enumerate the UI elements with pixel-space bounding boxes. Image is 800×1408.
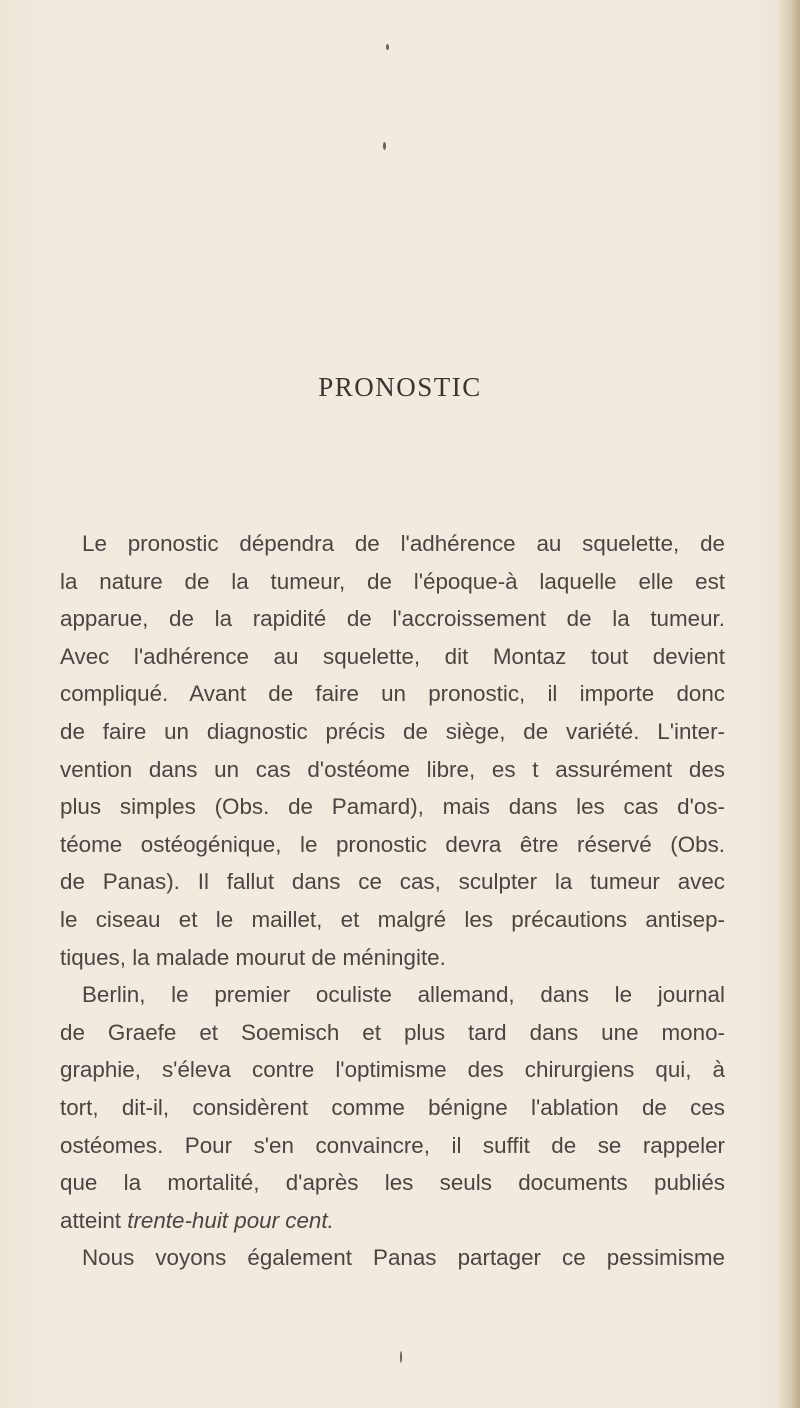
text-line: tiques, la malade mourut de méningite. <box>60 944 446 970</box>
text-line: de Graefe et Soemisch et plus tard dans une mono- <box>60 1019 725 1045</box>
book-spine-shadow <box>778 0 800 1408</box>
text-line: Le pronostic dépendra de l'adhérence au squelette, de <box>82 531 725 556</box>
body-text <box>60 525 725 1277</box>
text-line: le ciseau et le maillet, et malgré les précautions antisep- <box>60 906 725 932</box>
text-line: graphie, s'éleva contre l'optimisme des chirurgiens qui, à <box>60 1057 725 1083</box>
ink-speck <box>386 44 389 50</box>
text-line: la nature de la tumeur, de l'époque-à laquelle elle est <box>60 568 725 594</box>
text-line: plus simples (Obs. de Pamard), mais dans les cas d'os- <box>60 794 725 820</box>
ink-speck <box>383 142 386 150</box>
ink-speck <box>400 1351 402 1363</box>
text-line: Avec l'adhérence au squelette, dit Montaz tout devient <box>60 643 725 669</box>
text-line: vention dans un cas d'ostéome libre, es t assurément des <box>60 756 725 782</box>
text-line: de faire un diagnostic précis de siège, de variété. L'inter- <box>60 718 725 744</box>
text-line-prefix: atteint <box>60 1207 128 1233</box>
text-line: apparue, de la rapidité de l'accroissement de la tumeur. <box>60 606 725 632</box>
page-title: PRONOSTIC <box>318 372 482 402</box>
text-line <box>60 1202 725 1240</box>
text-line: compliqué. Avant de faire un pronostic, il importe donc <box>60 681 725 707</box>
text-line: Berlin, le premier oculiste allemand, dans le journal <box>82 982 725 1008</box>
text-line: ostéomes. Pour s'en convaincre, il suffit de se rappeler <box>60 1132 725 1158</box>
text-line: tort, dit-il, considèrent comme bénigne l'ablation de ces <box>60 1094 725 1120</box>
text-line: Nous voyons également Panas partager ce pessimisme <box>82 1245 725 1271</box>
text-line: téome ostéogénique, le pronostic devra être réservé (Obs. <box>60 831 725 857</box>
italic-phrase: trente-huit pour cent. <box>127 1207 334 1233</box>
text-line: que la mortalité, d'après les seuls documents publiés <box>60 1170 725 1196</box>
text-line: de Panas). Il fallut dans ce cas, sculpter la tumeur avec <box>60 869 725 895</box>
